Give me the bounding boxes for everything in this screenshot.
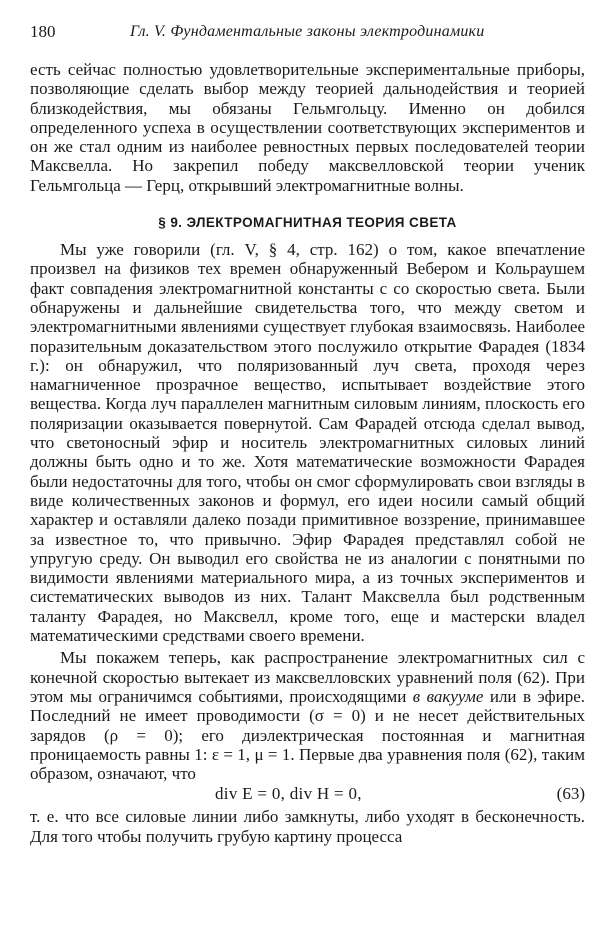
equation-body: div E = 0, div H = 0, bbox=[215, 784, 362, 804]
emphasis-vacuum: в вакууме bbox=[412, 686, 484, 706]
equation-63 bbox=[30, 783, 585, 807]
document-page bbox=[30, 22, 585, 846]
paragraph-field-lines: т. е. что все силовые линии либо замкнуты, либо уходят в бесконечность. Для того чтобы получить грубую картину процесса bbox=[30, 807, 585, 846]
paragraph-propagation bbox=[30, 648, 585, 783]
equation-number: (63) bbox=[556, 784, 585, 804]
page-header bbox=[30, 22, 585, 48]
paragraph-propagation-part1: Мы покажем теперь, как распространение электромагнитных сил с конечной скоростью вытекает из максвелловских уравнений поля (62). При этом мы ограничимся событиями, происходящими bbox=[30, 648, 585, 706]
section-heading: § 9. ЭЛЕКТРОМАГНИТНАЯ ТЕОРИЯ СВЕТА bbox=[158, 215, 457, 231]
paragraph-propagation-part2: или в эфире. Последний не имеет проводимости (σ = 0) и не несет действительных зарядов (ρ = 0); его диэлектрическая постоянная и магнитная проницаемость равны 1: ε = 1, μ = 1. Первые два уравнения поля (62), таким образом, означают, что bbox=[30, 686, 586, 784]
running-head: Гл. V. Фундаментальные законы электродинамики bbox=[130, 23, 485, 40]
page-number: 180 bbox=[30, 22, 56, 41]
paragraph-continuation: есть сейчас полностью удовлетворительные экспериментальные приборы, позволяющие сделать выбор между теорией дальнодействия и теорией близкодействия, мы обязаны Гельмгольцу. Именно он добился определенного успеха в осуществлении соответствующих экспериментов и он же стал одним из наиболее ревностных первых последователей теории Максвелла. Но закрепил победу максвелловской теории ученик Гельмгольца — Герц, открывший электромагнитные волны. bbox=[30, 60, 585, 195]
paragraph-faraday: Мы уже говорили (гл. V, § 4, стр. 162) о том, какое впечатление произвел на физиков тех времен обнаруженный Вебером и Кольраушем факт совпадения электромагнитной константы c со скоростью света. Были обнаружены и дальнейшие свидетельства того, что между светом и электромагнитными явлениями существует глубокая взаимосвязь. Наиболее поразительным доказательством этого послужило открытие Фарадея (1834 г.): он обнаружил, что поляризованный луч света, проходя через намагниченное прозрачное вещество, испытывает воздействие этого вещества. Когда луч параллелен магнитным силовым линиям, плоскость его поляризации оказывается повернутой. Сам Фарадей отсюда сделал вывод, что светоносный эфир и носитель электромагнитных силовых линий должны быть одно и то же. Хотя математические возможности Фарадея были недостаточны для того, чтобы он смог сформулировать свои взгляды в виде количественных законов и формул, его идеи носили самый общий характер и оставляли далеко позади примитивное воззрение, принимавшее за известное то, что привычно. Эфир Фарадея представлял собой не упругую среду. Он выводил его свойства не из аналогии с понятными по видимости явлениями материального мира, а из точных экспериментов и систематических выводов из них. Талант Максвелла был родственным таланту Фарадея, но Максвелл, кроме того, еще и мастерски владел математическими средствами своего времени. bbox=[30, 240, 585, 646]
